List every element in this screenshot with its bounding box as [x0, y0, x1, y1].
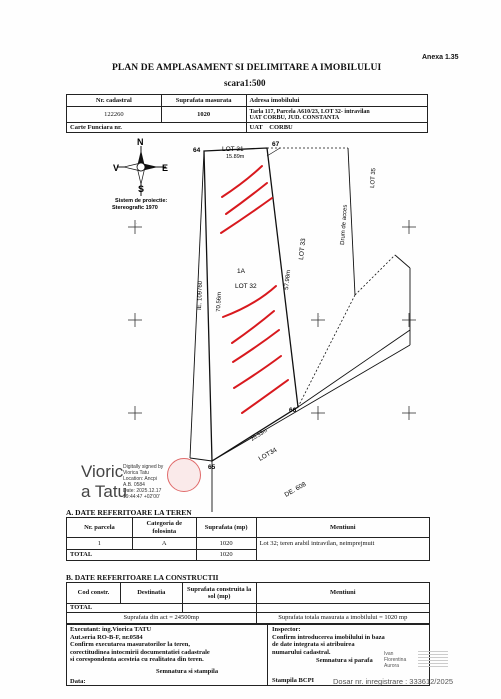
signature-name-line-1: Vioric [81, 462, 124, 481]
bottom-lot-label: LOT34 [257, 446, 279, 463]
inspector-signature [384, 651, 406, 669]
executant-signature-stamp: Semnatura si stampila [156, 668, 219, 675]
executant-authorization: Aut.seria RO-B-F, nr.0584 [70, 633, 143, 641]
executant-name: Executant: ing.Viorica TATU [70, 626, 152, 633]
construction-col-notes: Mentiuni [256, 583, 429, 604]
de-label: DE. 608 [283, 480, 308, 499]
inspector-confirm-line: numarului cadastral. [272, 648, 331, 656]
address-header: Adresa imobilului [246, 95, 427, 107]
west-label: V [113, 163, 120, 173]
executant-confirm-line: si corespondenta acesteia cu realitatea din teren. [70, 656, 204, 663]
cadastral-value: 122260 [67, 107, 162, 123]
construction-total-label: TOTAL [67, 604, 183, 613]
access-road-label: Drum de acces [340, 204, 349, 246]
address-line-1: Tarla 117, Parcela A610/23, LOT 32- intravilan [249, 108, 370, 115]
lot-top-label: LOT 31 [222, 146, 244, 153]
construction-col-destination: Destinatia [120, 583, 182, 604]
signature-name-line-2: a Tatu [81, 482, 128, 501]
land-total-area: 1020 [196, 550, 256, 561]
land-total-label: TOTAL [67, 550, 197, 561]
signature-detail-line: Digitally signed by [123, 464, 164, 470]
right-dimension: 57.98m [284, 269, 293, 291]
point-66: 66 [289, 407, 297, 414]
land-row-category: A [132, 538, 196, 550]
cadastral-header: Nr. cadastral [67, 95, 162, 107]
inspector-label: Inspector: [272, 626, 301, 633]
act-area: Suprafata din act = 24500mp [67, 613, 257, 624]
signature-detail-line: 19:44:47 +02'00' [123, 494, 160, 500]
measured-area: Suprafata totala masurata a imobilului = 1020 mp [256, 613, 429, 624]
east-label: E [162, 163, 169, 173]
table-row [67, 538, 430, 550]
right-lot-label: LOT 33 [298, 238, 308, 261]
executant-block [70, 626, 210, 664]
executant-confirm-line: Confirm executarea masuratorilor la teren, [70, 641, 191, 648]
footer-divider [267, 624, 268, 686]
signature-detail-line: Viorica Tatu [123, 470, 149, 476]
signature-detail-line: A.B. 0584 [123, 482, 145, 488]
svg-text:.: . [136, 220, 138, 225]
uat-value: CORBU [269, 123, 293, 131]
land-table [66, 517, 430, 561]
construction-col-area: Suprafata construita la sol (mp) [182, 583, 256, 604]
land-row-nr: 1 [67, 538, 133, 550]
land-book-label: Carte Funciara nr. [67, 123, 247, 133]
parcel-id-label: 1A [237, 268, 245, 275]
inspector-signature-line: Florentina [384, 657, 407, 663]
grid-crosses [128, 220, 416, 420]
section-a-title: A. DATE REFERITOARE LA TEREN [66, 508, 192, 517]
projection-value: Stereografic 1970 [112, 205, 158, 211]
signature-name [81, 462, 127, 502]
address-line-2: UAT CORBU, JUD. CONSTANTA [249, 114, 340, 121]
executant-confirm-line: corectitudinea intocmirii documentatiei cadastrale [70, 648, 210, 656]
land-col-category: Categoria de folosinta [132, 518, 196, 538]
inspector-signature-line: Aurora [384, 663, 400, 669]
construction-table [66, 582, 430, 624]
land-col-area: Suprafata (mp) [196, 518, 256, 538]
land-row-area: 1020 [196, 538, 256, 550]
parcel-lot-label: LOT 32 [235, 283, 257, 290]
north-label: N [137, 137, 144, 147]
registration-dossier: Dosar nr. inregistrare : 333612/2025 [333, 677, 454, 686]
inspector-digital-seal-icon [418, 651, 448, 667]
construction-col-code: Cod constr. [67, 583, 121, 604]
section-b-title: B. DATE REFERITOARE LA CONSTRUCTII [66, 573, 219, 582]
svg-text:.: . [319, 313, 321, 318]
area-header: Suprafata masurata [161, 95, 246, 107]
point-65: 65 [208, 464, 216, 471]
left-lot-label: IE. 109760 [197, 280, 205, 311]
page-title: PLAN DE AMPLASAMENT SI DELIMITARE A IMOBILULUI [112, 63, 382, 73]
bottom-dimension: 20.33m [249, 427, 269, 443]
point-67: 67 [272, 141, 280, 148]
area-value: 1020 [161, 107, 246, 123]
signature-detail-line: Date: 2025.12.17 [123, 488, 162, 494]
scale-label: scara1:500 [224, 78, 266, 88]
executant-date-label: Data: [70, 678, 86, 685]
point-64: 64 [193, 147, 201, 154]
signature-seal-icon [167, 458, 201, 492]
access-lot-label: LOT 35 [370, 167, 378, 189]
inspector-confirm-line: de date integrata si atribuirea [272, 641, 355, 648]
lot-top-dimension: 15.89m [226, 154, 245, 160]
annex-label: Anexa 1.35 [422, 54, 459, 61]
inspector-signature-parafa: Semnatura si parafa [316, 657, 373, 664]
land-col-nr: Nr. parcela [67, 518, 133, 538]
signature-details [123, 464, 163, 500]
inspector-confirm-line: Confirm introducerea imobilului in baza [272, 633, 385, 641]
left-dimension: 70.56m [216, 291, 224, 313]
land-row-note: Lot 32; teren arabil intravilan, neimprejmuit [256, 538, 429, 561]
land-col-notes: Mentiuni [256, 518, 429, 538]
projection-label: Sistem de proiectie: [115, 198, 168, 204]
south-label: S [138, 184, 145, 194]
uat-label: UAT [249, 123, 263, 131]
signature-detail-line: Location: Ancpi [123, 476, 157, 482]
inspector-signature-line: Ivan [384, 651, 394, 657]
inspector-block [272, 626, 385, 656]
bcpi-stamp: Stampila BCPI [272, 677, 315, 684]
